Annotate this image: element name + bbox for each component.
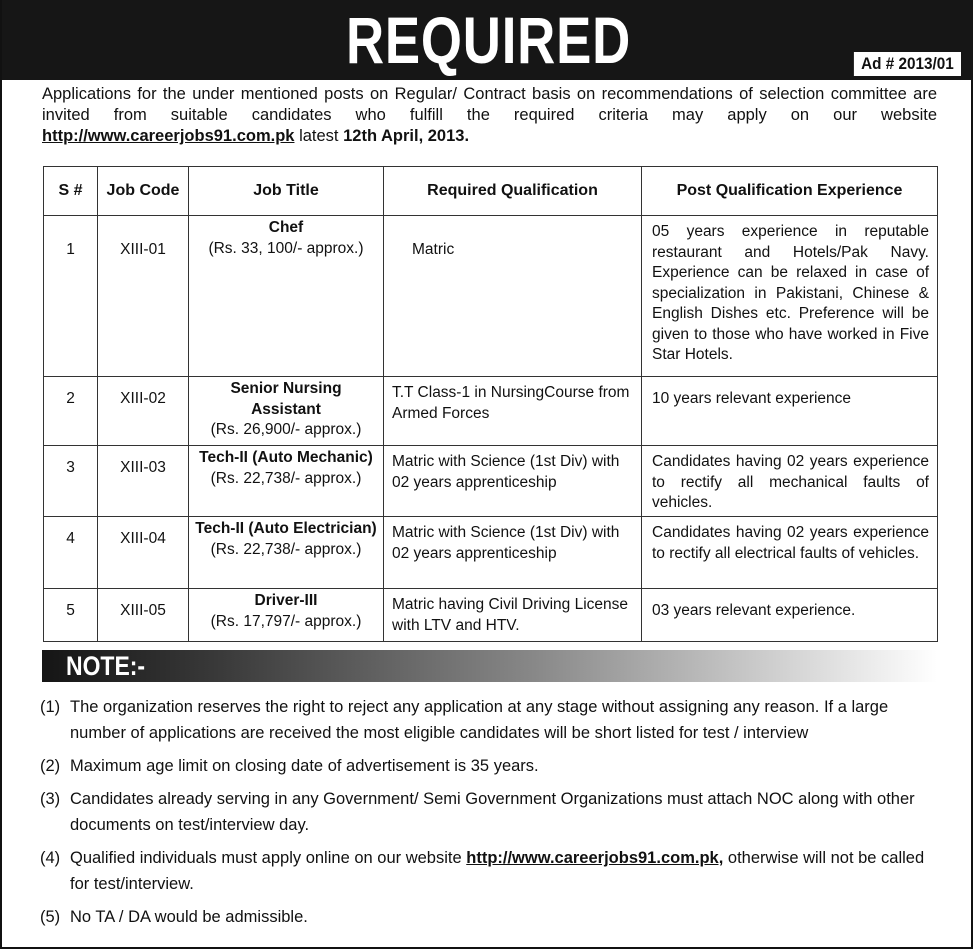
header-band [2, 0, 973, 80]
table-header-row [44, 167, 938, 216]
website-link[interactable]: http://www.careerjobs91.com.pk [42, 127, 295, 145]
note-text: The organization reserves the right to reject any application at any stage without assigning any reason. If a large number of applications are received the most eligible candidates will be short listed for test / interview [70, 698, 889, 742]
page-title: REQUIRED [345, 3, 632, 77]
note-number: (2) [40, 757, 61, 775]
cell-job-title [189, 517, 384, 589]
cell-job-code: XIII-05 [98, 589, 189, 642]
header-qualification: Required Qualification [384, 167, 642, 216]
job-pay: (Rs. 26,900/- approx.) [210, 421, 362, 438]
cell-job-code: XIII-02 [98, 377, 189, 446]
job-title: Driver-III [254, 592, 318, 609]
note-item [40, 904, 938, 930]
cell-sn: 2 [44, 377, 98, 446]
jobs-table [43, 166, 938, 642]
table-row [44, 216, 938, 377]
cell-job-title [189, 377, 384, 446]
note-text: Candidates already serving in any Government/ Semi Government Organizations must attach NOC along with other documents on test/interview day. [70, 790, 915, 834]
note-number: (1) [40, 698, 61, 716]
job-title: Tech-II (Auto Electrician) [195, 520, 377, 537]
note-text-before: Qualified individuals must apply online on our website [70, 849, 462, 867]
cell-experience: 05 years experience in reputable restaurant and Hotels/Pak Navy. Experience can be relaxed in case of specialization in Pakistani, Chinese & English Dishes etc. Preference will be given to those who have worked in Five Star Hotels. [642, 216, 938, 377]
note-item [40, 694, 938, 746]
note-number: (3) [40, 790, 61, 808]
job-title: Chef [268, 219, 304, 236]
note-text [70, 845, 938, 897]
note-text: Maximum age limit on closing date of advertisement is 35 years. [70, 757, 539, 775]
cell-experience: 10 years relevant experience [642, 377, 938, 446]
website-link[interactable]: http://www.careerjobs91.com.pk, [466, 849, 724, 867]
cell-experience: Candidates having 02 years experience to rectify all electrical faults of vehicles. [642, 517, 938, 589]
note-item [40, 753, 938, 779]
cell-sn: 5 [44, 589, 98, 642]
job-pay: (Rs. 33, 100/- approx.) [208, 239, 364, 257]
cell-qualification: Matric having Civil Driving License with LTV and HTV. [384, 589, 642, 642]
ad-number: Ad # 2013/01 [854, 52, 961, 76]
cell-qualification: Matric with Science (1st Div) with 02 years apprenticeship [384, 446, 642, 517]
note-text-after: otherwise will not be called for test/interview. [70, 849, 925, 893]
cell-experience: Candidates having 02 years experience to rectify all mechanical faults of vehicles. [642, 446, 938, 517]
job-title: Tech-II (Auto Mechanic) [199, 449, 373, 466]
header-experience: Post Qualification Experience [642, 167, 938, 216]
note-number: (4) [40, 849, 61, 867]
cell-qualification: T.T Class-1 in NursingCourse from Armed Forces [384, 377, 642, 446]
cell-job-code: XIII-03 [98, 446, 189, 517]
table-row [44, 517, 938, 589]
intro-latest: latest [299, 127, 339, 145]
job-pay: (Rs. 22,738/- approx.) [210, 540, 362, 558]
cell-job-code: XIII-01 [98, 216, 189, 377]
cell-job-code: XIII-04 [98, 517, 189, 589]
table-row [44, 589, 938, 642]
cell-sn: 4 [44, 517, 98, 589]
cell-job-title [189, 589, 384, 642]
table-row [44, 446, 938, 517]
cell-sn: 3 [44, 446, 98, 517]
cell-job-title [189, 216, 384, 377]
cell-qualification: Matric with Science (1st Div) with 02 years apprenticeship [384, 517, 642, 589]
notes-list [40, 694, 938, 937]
note-item [40, 845, 938, 897]
cell-experience: 03 years relevant experience. [642, 589, 938, 642]
note-heading: NOTE:- [66, 651, 146, 681]
intro-text: Applications for the under mentioned posts on Regular/ Contract basis on recommendations of selection committee are invited from suitable candidates who fulfill the required criteria may apply on our website [42, 85, 937, 124]
job-title: Senior Nursing Assistant [230, 380, 342, 418]
cell-qualification: Matric [384, 216, 642, 377]
header-job-title: Job Title [189, 167, 384, 216]
note-text: No TA / DA would be admissible. [70, 908, 308, 926]
cell-job-title [189, 446, 384, 517]
job-pay: (Rs. 22,738/- approx.) [210, 469, 362, 487]
table-row [44, 377, 938, 446]
note-number: (5) [40, 908, 61, 926]
header-job-code: Job Code [98, 167, 189, 216]
closing-date: 12th April, 2013. [343, 127, 470, 145]
note-item [40, 786, 938, 838]
job-pay: (Rs. 17,797/- approx.) [210, 612, 362, 630]
cell-sn: 1 [44, 216, 98, 377]
intro-paragraph [42, 84, 937, 147]
header-sn: S # [44, 167, 98, 216]
note-heading-bar [42, 650, 937, 682]
